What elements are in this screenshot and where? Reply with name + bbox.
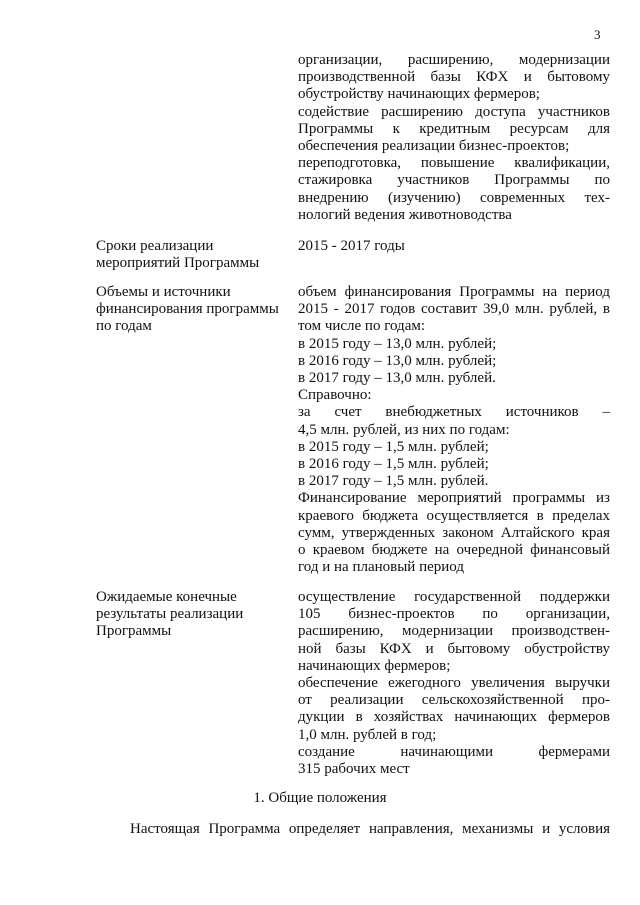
text-line: 1,0 млн. рублей в год; (298, 726, 437, 743)
text-line: организации, расширению, модернизации (298, 52, 610, 68)
section-heading: 1. Общие положения (253, 790, 387, 806)
text-line: год и на плановый период (298, 559, 464, 576)
text-line: за счет внебюджетных источников – (298, 404, 610, 421)
text-line: 105 бизнес-проектов по организации, (298, 606, 610, 623)
text-line: том числе по годам: (298, 318, 426, 335)
text-line: в 2015 году – 13,0 млн. рублей; (298, 335, 497, 352)
text-line: обеспечения реализации бизнес-проектов; (298, 138, 570, 155)
label-line: результаты реализации (96, 606, 244, 623)
goals-continued-text (298, 52, 610, 224)
text-line: Справочно: (298, 387, 372, 404)
text-line: осуществление государственной поддержки (298, 589, 610, 605)
text-line: обустройству начинающих фермеров; (298, 86, 540, 103)
text-line: 4,5 млн. рублей, из них по годам: (298, 421, 510, 438)
text-line: стажировка участников Программы по (298, 172, 610, 189)
text-line: ной базы КФХ и бытовому обустройству (298, 640, 610, 657)
label-line: финансирования программы (96, 301, 279, 318)
label-line: по годам (96, 318, 152, 335)
text-line: 2015 - 2017 годов составит 39,0 млн. рублей, в (298, 301, 610, 318)
financing-value (298, 284, 610, 576)
label-line: мероприятий Программы (96, 255, 260, 272)
text-line: в 2017 году – 13,0 млн. рублей. (298, 370, 496, 387)
page-number: 3 (594, 27, 601, 42)
text-line: нологий ведения животноводства (298, 206, 512, 223)
label-line: Ожидаемые конечные (96, 589, 237, 605)
label-line: Сроки реализации (96, 238, 214, 254)
text-line: переподготовка, повышение квалификации, (298, 155, 610, 172)
text-line: Программы к кредитным ресурсам для (298, 120, 610, 137)
text-line: производственной базы КФХ и бытовому (298, 69, 610, 86)
text-line: в 2016 году – 1,5 млн. рублей; (298, 456, 489, 473)
text-line: создание начинающими фермерами (298, 743, 610, 760)
terms-label (96, 238, 286, 272)
text-line: краевого бюджета осуществляется в пределах (298, 507, 610, 524)
financing-label (96, 284, 286, 336)
text-line: 2015 - 2017 годы (298, 238, 405, 254)
results-value (298, 589, 610, 778)
text-line: Финансирование мероприятий программы из (298, 490, 610, 507)
text-line: содействие расширению доступа участников (298, 103, 610, 120)
text-line: начинающих фермеров; (298, 657, 451, 674)
label-line: Объемы и источники (96, 284, 231, 300)
text-line: расширению, модернизации производствен- (298, 623, 610, 640)
text-line: о краевом бюджете на очередной финансовый (298, 542, 610, 559)
text-line: от реализации сельскохозяйственной про- (298, 692, 610, 709)
text-line: объем финансирования Программы на период (298, 284, 610, 300)
text-line: в 2017 году – 1,5 млн. рублей. (298, 473, 489, 490)
text-line: 315 рабочих мест (298, 761, 410, 778)
intro-paragraph: Настоящая Программа определяет направления, механизмы и условия (130, 821, 610, 837)
text-line: дукции в хозяйствах начинающих фермеров (298, 709, 610, 726)
text-line: в 2015 году – 1,5 млн. рублей; (298, 438, 489, 455)
terms-value (298, 238, 610, 255)
text-line: обеспечение ежегодного увеличения выручки (298, 675, 610, 692)
text-line: внедрению (изучению) современных тех- (298, 189, 610, 206)
text-line: сумм, утвержденных законом Алтайского края (298, 524, 610, 541)
results-label (96, 589, 286, 641)
text-line: в 2016 году – 13,0 млн. рублей; (298, 352, 497, 369)
label-line: Программы (96, 623, 172, 640)
